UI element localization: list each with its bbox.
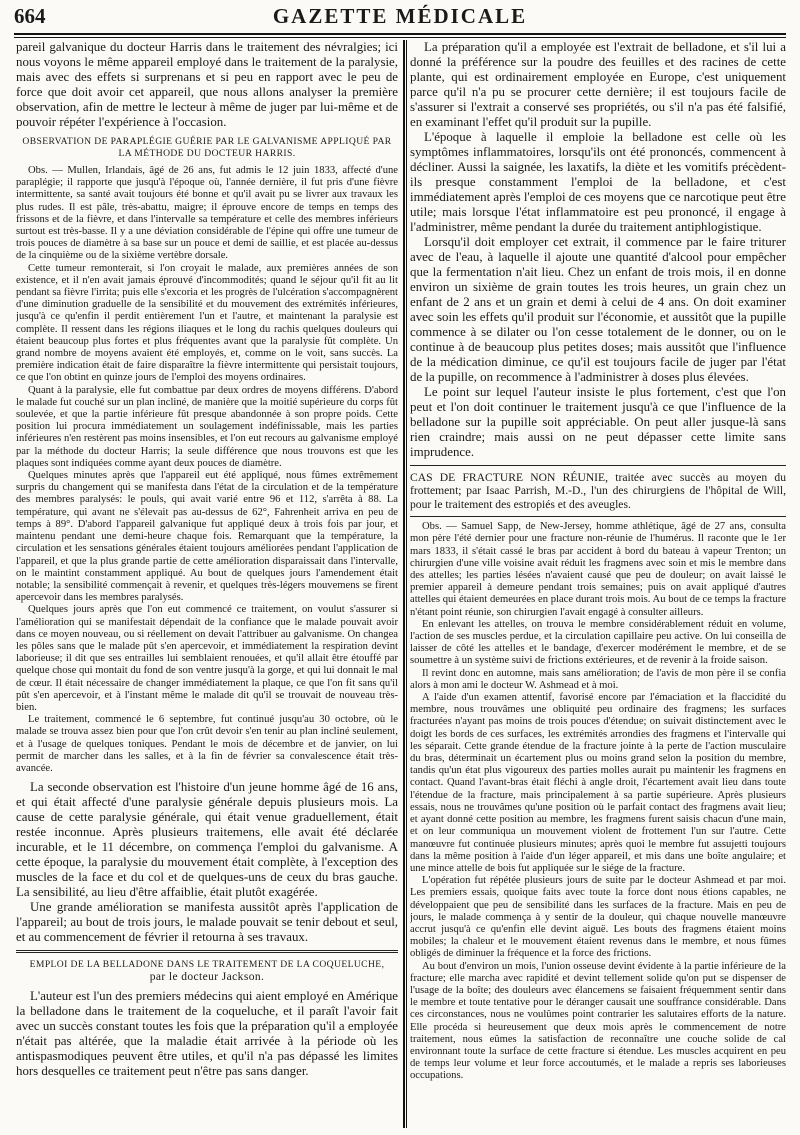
column-divider-thin: [406, 40, 407, 1128]
left-column: [16, 40, 398, 1130]
observation-paragraph: Quelques jours après que l'on eut commencé ce traitement, on voulut s'assurer si l'amélioration qui se manifestait dépendait de la confiance que le malade pouvait avoir dans ce moyen nouveau, ou si réellement on devait l'attribuer au galvanisme. On changea les pôles sans que le malade pût s'en apercevoir, et immédiatement la respiration devint laborieuse; il dit que ses entrailles lui semblaient renouées, et qu'il allait être étouffé par quelque chose qui montait du fond de son ventre jusqu'à la gorge, et qui lui donnait le mal de cœur. Il était nécessaire de changer immédiatement la plaque, ce que l'on fit sans qu'il pût s'en apercevoir, et à l'instant même le malade dit qu'il se trouvait de nouveau très-bien.: [16, 604, 398, 713]
belladone-paragraph: L'auteur est l'un des premiers médecins qui aient employé en Amérique la belladone dans le traitement de la coqueluche, et il paraît l'avoir fait avec un succès constant toutes les fois que la préparation qu'il a employée n'était pas altérée, que la maladie était arrivée à la période où les antispasmodiques peuvent être utiles, et qu'il n'a pas dépassé les limites hors desquelles ce traitement peut n'être pas sans danger.: [16, 989, 398, 1079]
section-heading-paraplegie: OBSERVATION DE PARAPLÉGIE GUÉRIE PAR LE GALVANISME APPLIQUÉ PAR LA MÉTHODE DU DOCTEUR HARRIS.: [22, 136, 392, 159]
section-heading-belladone: EMPLOI DE LA BELLADONE DANS LE TRAITEMENT DE LA COQUELUCHE,: [29, 959, 385, 971]
intro-paragraph: pareil galvanique du docteur Harris dans le traitement des névralgies; ici nous voyons le même appareil employé dans le traitement de la paralysie, mais avec des effets si surprenans et si peu en rapport avec le peu de force que doit avoir cet appareil, que nous allons analyser la première observation, afin de mettre le lecteur à même de juger par lui-même et de pouvoir répéter l'expérience à l'occasion.: [16, 40, 398, 129]
belladone-paragraph: La préparation qu'il a employée est l'extrait de belladone, et s'il lui a donné la préférence sur la poudre des feuilles et des racines de cette plante, qui est ordinairement employée en Europe, c'est uniquement parce qu'il n'a pu se procurer cette dernière; il est toujours facile de s'assurer si l'extrait a conservé ses propriétés, ou s'il n'a pas été falsifié, en examinant l'effet qu'il produit sur la pupille.: [410, 40, 786, 129]
fracture-paragraph: Il revint donc en automne, mais sans amélioration; de l'avis de mon père il se confia alors à mon ami le docteur W. Ashmead et à moi.: [410, 667, 786, 691]
page-number: 664: [14, 4, 46, 28]
belladone-paragraph: Lorsqu'il doit employer cet extrait, il commence par le faire triturer avec de l'eau, à laquelle il ajoute une quantité d'alcool pour empêcher que la fermentation n'ait lieu. Chez un enfant de trois mois, il en donne environ un sixième de grain toutes les trois heures, un grain chez un enfant de 2 ans et un grain et demi à celui de 4 ans. On doit examiner avec soin les effets qu'il produit sur l'économie, et aussitôt que la pupille commence à se dilater ou l'on cesse totalement de le donner, ou on le continue à de beaucoup plus petites doses; mais aussitôt que l'influence de la médication diminue, ce qu'il est toujours facile de juger par l'état de la pupille, on recommence à l'administrer à doses plus élevées.: [410, 235, 786, 384]
section-author-jackson: par le docteur Jackson.: [149, 971, 265, 984]
observation-paragraph: Cette tumeur remonterait, si l'on croyait le malade, aux premières années de son existence, et il n'en avait jamais éprouvé d'incommodités; quand le séjour qu'il fit au lit pendant sa fièvre l'irrita; puis elle s'excoria et les progrès de l'ulcération s'accompagnèrent d'une diminution graduelle de la sensibilité et du mouvement des extrémités inférieures, jusqu'à ce qu'enfin il perdit entièrement l'un et l'autre, et maintenant la paralysie est complète. Il ressent dans les régions iliaques et le long du rachis quelques douleurs qui étaient beaucoup plus fortes et plus fréquentes avant que la paralysie fût complète. Un grand nombre de moyens avaient été employés, et, comme on le voit, sans succès. La première indication était de faire disparaître la fièvre intermittente qui persistait toujours, ce que l'on obtint en quinze jours de l'emploi des moyens ordinaires.: [16, 262, 398, 384]
belladone-paragraph: Le point sur lequel l'auteur insiste le plus fortement, c'est que l'on peut et l'on doit continuer le traitement jusqu'à ce que l'influence de la belladone sur la pupille soit appréciable. On peut aller jusque-là sans rien craindre; mais aussi on ne peut dépasser cette limite sans imprudence.: [410, 385, 786, 459]
section-heading-fracture: CAS DE FRACTURE NON RÉUNIE, traitée avec succès au moyen du frottement; par Isaac Parrish, M.-D., l'un des chirurgiens de l'hôpital de Will, pour le traitement des estropiés et des aveugles.: [410, 471, 786, 511]
second-observation-paragraph: La seconde observation est l'histoire d'un jeune homme âgé de 16 ans, et qui était affecté d'une paralysie générale depuis plusieurs mois. La cause de cette paralysie générale, qui était venue graduellement, était restée inconnue. Après plusieurs traitemens, elle avait été déclarée incurable, et le 11 décembre, on commença l'emploi du galvanisme. A cette époque, la paralysie du mouvement était complète, à l'exception des muscles de la face et du col et de quelques-uns de ceux du bras gauche. La sensibilité, au lieu d'être affaiblie, était plutôt exagérée.: [16, 780, 398, 900]
fracture-paragraph: Au bout d'environ un mois, l'union osseuse devint évidente à la partie inférieure de la fracture; elle marcha avec rapidité et devint tellement solide qu'on put se dispenser de l'usage de la boîte; des douleurs avec élancemens se faisaient fréquemment sentir dans le membre et toute tentative pour le déranger causait une souffrance considérable. Dans ces circonstances, nous ne voulûmes point contrarier les salutaires efforts de la nature. Elle procéda si heureusement que deux mois après le commencement de notre traitement, nous eûmes la satisfaction de reconnaître une couche solide de cal environnant toute la surface de cette fracture si étendue. Les muscles acquirent en peu de temps leur volume et leur force accoutumés, et le malade a repris ses laborieuses occupations.: [410, 960, 786, 1082]
fracture-paragraph: En enlevant les attelles, on trouva le membre considérablement réduit en volume, l'action de ses muscles perdue, et la circulation capillaire peu active. On lui conseilla de laisser de côté les attelles et le bandage, d'exercer modérément le membre, et de se soumettre à un système suivi de frictions extérieures, et de revenir à la froide saison.: [410, 618, 786, 667]
section-separator: [410, 516, 786, 517]
fracture-paragraph: Obs. — Samuel Sapp, de New-Jersey, homme athlétique, âgé de 27 ans, consulta mon père l'été dernier pour une fracture non-réunie de l'humérus. Il raconte que le 1er mars 1833, il s'était cassé le bras par accident à bord du bateau à vapeur Trenton; un chirurgien d'une ville voisine avait réduit les fragmens avec soin et mis le membre dans des attelles; les parties lésées n'avaient causé que peu de douleur; on avait laissé le premier appareil à demeure pendant trois semaines; puis on avait appliqué d'autres attelles qui étaient demeurées en place durant trois mois. Au bout de ce temps la fracture n'étant point réunie, son chirurgien l'avait engagé à consulter ailleurs.: [410, 521, 786, 618]
section-separator: [16, 950, 398, 953]
column-divider: [403, 40, 405, 1128]
observation-paragraph: Quelques minutes après que l'appareil eut été appliqué, nous fûmes extrêmement surpris du changement qui se manifesta dans l'état de la circulation et de la température des membres paralysés: le pouls, qui avait varié entre 96 et 112, s'arrêta à 88. La température, qui avant ne s'élevait pas au-dessus de 62°, Fahrenheit arriva en peu de temps à 89°. D'abord l'appareil galvanique fut appliqué deux à trois fois par jour, et maintenu pendant une demi-heure chaque fois. Remarquant que la température, la circulation et les sensations générales étaient toujours améliorées pendant l'application de l'appareil, et que la plus grande partie de cette amélioration disparaissait dans l'intervalle, on le maintint constamment appliqué. Au bout de quelques jours l'amendement était notable; la sensibilité commençait à revenir, et quelques très-légers mouvemens se firent apercevoir dans les membres paralysés.: [16, 470, 398, 604]
observation-paragraph: Le traitement, commencé le 6 septembre, fut continué jusqu'au 30 octobre, où le malade se trouva assez bien pour que l'on crût devoir s'en tenir au plan incliné seulement, et à l'usage de quelques toniques. Pendant le mois de décembre et de janvier, on lui permit de marcher dans les salles, et à la fin de février sa convalescence était très-avancée.: [16, 714, 398, 774]
journal-title: GAZETTE MÉDICALE: [272, 4, 528, 28]
header-rule: [14, 33, 786, 38]
page-header: [14, 4, 786, 30]
observation-paragraph: Obs. — Mullen, Irlandais, âgé de 26 ans, fut admis le 12 juin 1833, affecté d'une paraplégie; il rapporte que jusqu'à l'époque où, l'année dernière, il fut pris d'une fièvre intermittente, sa santé avait toujours été bonne et qu'il avait pu se livrer aux travaux les plus rudes. Il est pâle, très-abattu, maigre; il éprouve encore de temps en temps des frissons et de la fièvre, et dans l'intervalle sa température et celle des membres inférieurs surtout est très-basse. Il y a une déviation considérable de l'épine qui offre une tumeur de trois pouces de diamètre à sa base sur un pouce et demi de saillie, et est placée au-dessus de la cinquième ou de la sixième vertèbre dorsale.: [16, 165, 398, 262]
observation-paragraph: Quant à la paralysie, elle fut combattue par deux ordres de moyens différens. D'abord le malade fut couché sur un plan incliné, de manière que la moitié supérieure du corps fût soulevée, et que la partie inférieure fût presque abandonnée à son propre poids. Cette position lui procura immédiatement un soulagement indéfinissable, mais les parties inférieures n'en restèrent pas moins insensibles, et l'on eut recours au galvanisme employé par la méthode du docteur Harris; la seule différence que nous trouvons est que les plaques sont indiquées comme ayant deux pouces de diamètre.: [16, 384, 398, 469]
belladone-paragraph: L'époque à laquelle il emploie la belladone est celle où les symptômes inflammatoires, lorsqu'ils ont été prononcés, commencent à décliner. Aussi la saignée, les laxatifs, la diète et les vomitifs précèdent-ils presque constamment l'emploi de la belladone, et c'est immédiatement après l'emploi de ces moyens que ce narcotique peut être utile; mais lorsque l'état inflammatoire est peu prononcé, il engage à l'administrer, même pendant la durée du traitement antiphlogistique.: [410, 130, 786, 234]
fracture-paragraph: A l'aide d'un examen attentif, favorisé encore par l'émaciation et la flaccidité du membre, nous trouvâmes une obliquité peu ordinaire des fragmens; les surfaces fracturées n'ayant pas moins de trois pouces d'étendue; on suivait distinctement avec le doigt les bords de ces surfaces, les extrémités arrondies des fragmens et l'intervalle qui les séparait. Cette grande étendue de la fracture jointe à la perte de l'action musculaire du bras, déterminait un écartement plus ou moins grand selon la position du membre, tandis qu'un état plus vigoureux des parties molles aurait pu maintenir les fragmens en contact. Quand l'avant-bras était fléchi à angle droit, l'écartement avait lieu dans toute l'étendue de la fracture, mais principalement à sa partie supérieure. Après plusieurs essais, nous ne trouvâmes qu'une position où le parfait contact des fragmens avait lieu; et ayant donné cette position au membre, les fragmens furent saisis chacun d'une main, et on leur communiqua un mouvement violent de frottement l'un sur l'autre. Cette manœuvre fut continuée plusieurs minutes; après quoi le membre fut assujetti toujours dans la même position à l'aide d'un léger appareil, et mis dans une boîte angulaire; et une mince attelle de bois fut appliquée sur le siége de la fracture.: [410, 692, 786, 874]
fracture-paragraph: L'opération fut répétée plusieurs jours de suite par le docteur Ashmead et par moi. Les premiers essais, quoique faits avec toute la force dont nous étions capables, ne développaient que peu de sensibilité dans les surfaces de la fracture. Mais en peu de jours, le malade commença à y sentir de la douleur, qui chaque nouvelle manœuvre accrut jusqu'à ce qu'enfin elle devint aiguë. Les bouts des fragmens étaient moins mobiles; la chaleur et le mouvement étaient revenus dans le membre, et nous fûmes obligés de diminuer la fréquence et la force des frictions.: [410, 875, 786, 960]
section-separator: [410, 465, 786, 466]
second-observation-paragraph: Une grande amélioration se manifesta aussitôt après l'application de l'appareil; au bout de trois jours, le malade pouvait se tenir debout et seul, et au commencement de février il retourna à ses travaux.: [16, 900, 398, 945]
right-column: [410, 40, 786, 1130]
